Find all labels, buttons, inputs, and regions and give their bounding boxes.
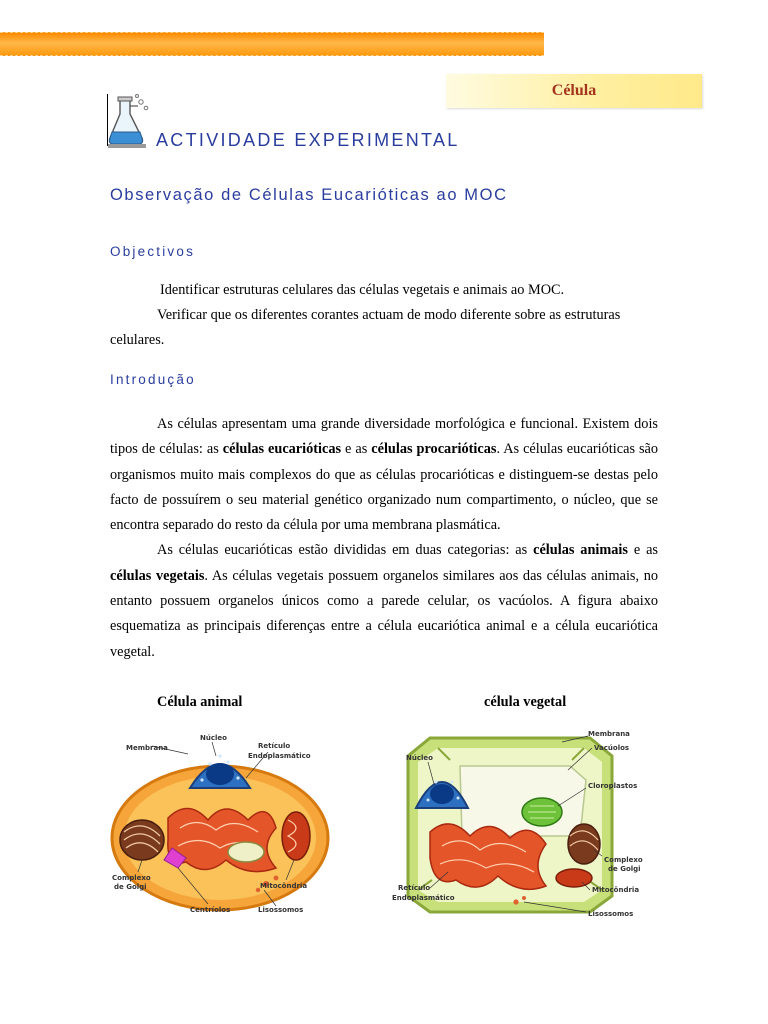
label-er-line2: Endoplasmático <box>392 894 455 902</box>
label-golgi-line1: Complexo <box>112 874 151 882</box>
top-banner <box>0 32 544 56</box>
label-nucleus: Núcleo <box>200 734 227 742</box>
label-mitochondria: Mitocôndria <box>260 882 308 890</box>
objectives-heading: Objectivos <box>110 244 196 259</box>
label-nucleus: Núcleo <box>406 754 433 762</box>
objective-item: Verificar que os diferentes corantes actuam de modo diferente sobre as estruturas celulares. <box>110 307 621 348</box>
intro-text: As células apresentam uma grande diversidade morfológica e funcional. Existem dois tipos de células: as <box>110 416 658 458</box>
animal-cell-caption: Célula animal <box>157 694 243 710</box>
page-title: ACTIVIDADE EXPERIMENTAL <box>156 130 460 150</box>
plant-cell-diagram <box>390 726 656 922</box>
term-prokaryotic: células procarióticas <box>371 441 497 458</box>
label-membrane: Membrana <box>126 744 168 752</box>
label-er-line1: Retículo <box>398 884 431 892</box>
label-golgi-line2: de Golgi <box>114 883 147 891</box>
flask-icon <box>108 92 154 150</box>
label-lysosomes: Lisossomos <box>258 906 304 914</box>
label-golgi-line2: de Golgi <box>608 865 641 873</box>
term-plant-cells: células vegetais <box>110 567 205 584</box>
intro-paragraph-2 <box>110 538 658 664</box>
term-animal-cells: células animais <box>533 542 628 559</box>
intro-text: . As células vegetais possuem organelos similares aos das células animais, no entanto possuem organelos únicos como a parede celular, os vacúolos. A figura abaixo esquematiza as principais diferenças entre a célula eucariótica animal e a célula eucariótica vegetal. <box>110 567 659 660</box>
intro-text: e as <box>341 441 372 458</box>
label-er-line1: Retículo <box>258 742 291 750</box>
label-er-line2: Endoplasmático <box>248 752 311 760</box>
intro-text: e as <box>627 542 658 559</box>
intro-text: . As células eucarióticas são organismos muito mais complexos do que as células procarióticas e distinguem-se destas pelo facto de possuírem o seu material genético organizado num compartimento, o núcleo, que se encontra separado do resto da célula por uma membrana plasmática. <box>110 441 659 534</box>
objective-item: Identificar estruturas celulares das células vegetais e animais ao MOC. <box>160 282 565 298</box>
introduction-heading: Introdução <box>110 372 196 387</box>
label-membrane: Membrana <box>588 730 630 738</box>
intro-text: As células eucarióticas estão divididas em duas categorias: as <box>157 542 534 559</box>
label-centrioles: Centríolos <box>190 906 231 914</box>
label-mitochondria: Mitocôndria <box>592 886 640 894</box>
intro-paragraph-1 <box>110 412 658 538</box>
label-golgi-line1: Complexo <box>604 856 643 864</box>
label-chloroplasts: Cloroplastos <box>588 782 638 790</box>
topic-box <box>446 74 702 108</box>
term-eukaryotic: células eucarióticas <box>222 441 342 458</box>
label-vacuoles: Vacúolos <box>594 744 630 752</box>
topic-label: Célula <box>551 82 597 99</box>
plant-cell-caption: célula vegetal <box>484 694 567 710</box>
label-lysosomes: Lisossomos <box>588 910 634 918</box>
objectives-list <box>110 278 658 353</box>
page-subtitle: Observação de Células Eucarióticas ao MOC <box>110 186 508 204</box>
introduction-body <box>110 412 658 665</box>
animal-cell-diagram <box>108 728 330 918</box>
